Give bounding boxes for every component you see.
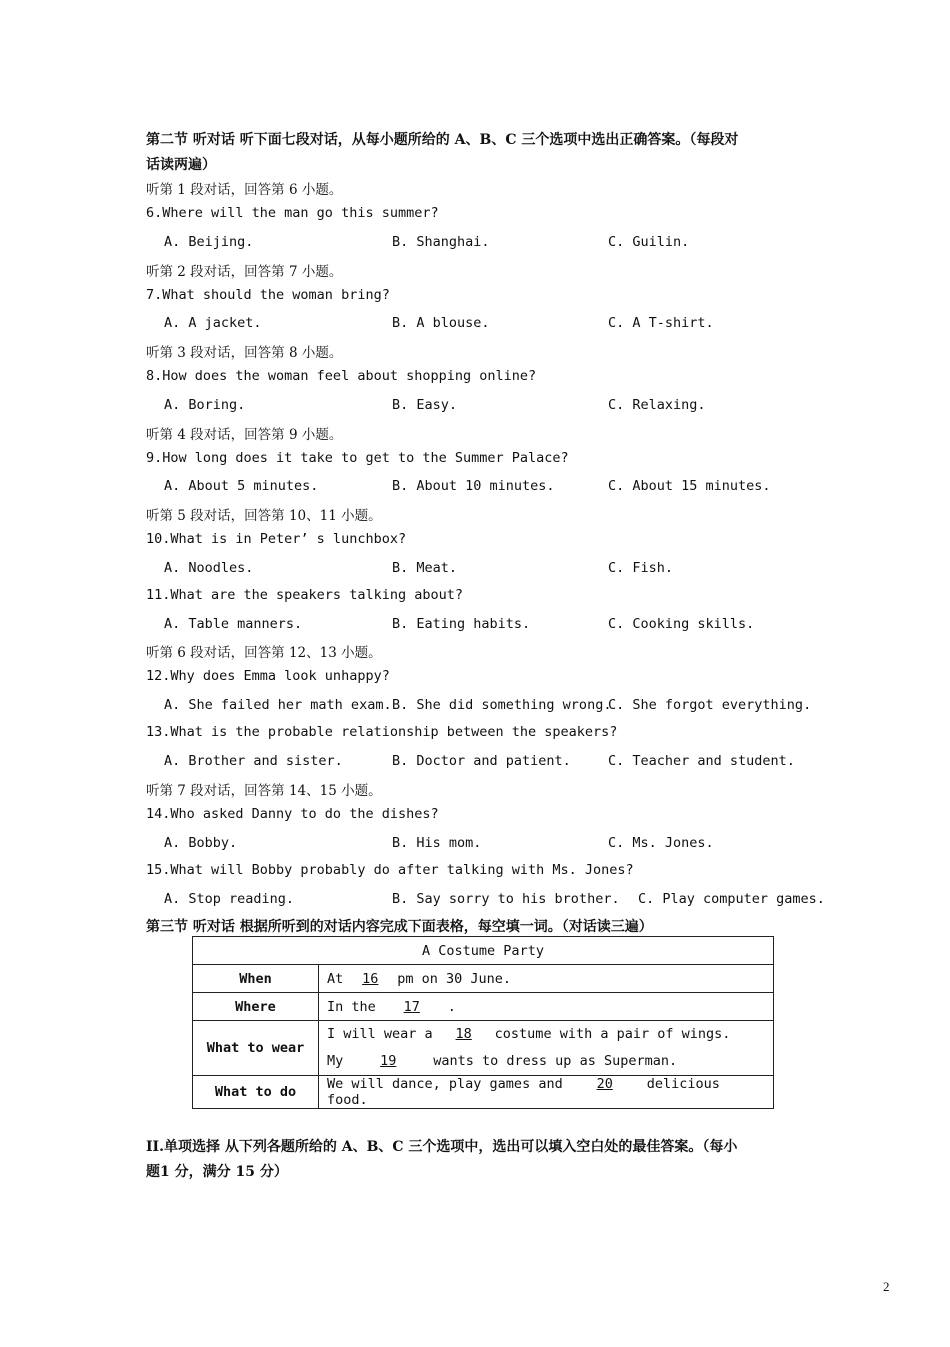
option-b: B. Meat. [392, 560, 458, 576]
option-b: B. His mom. [392, 835, 482, 851]
option-b: B. She did something wrong. [392, 697, 612, 713]
text-post: costume with a pair of wings. [494, 1026, 731, 1042]
table-row [193, 1076, 774, 1109]
text-post: wants to dress up as Superman. [433, 1053, 678, 1069]
option-b: B. About 10 minutes. [392, 478, 555, 494]
section3-heading: 第三节 听对话 根据所听到的对话内容完成下面表格，每空填一词。（对话读三遍） [146, 919, 653, 935]
blank-16: 16 [362, 970, 379, 987]
row-content [319, 1021, 774, 1076]
row-label: What to do [193, 1076, 319, 1109]
option-b: B. A blouse. [392, 315, 490, 331]
part2-heading-line2: 题1 分，满分 15 分） [146, 1164, 288, 1180]
dialogue-intro: 听第 5 段对话，回答第 10、11 小题。 [146, 508, 382, 524]
dialogue-intro: 听第 2 段对话，回答第 7 小题。 [146, 264, 343, 280]
row-label: When [193, 965, 319, 993]
text-pre: We will dance, play games and [327, 1076, 563, 1092]
option-a: A. Stop reading. [164, 891, 295, 907]
option-c: C. She forgot everything. [608, 697, 812, 713]
option-c: C. Guilin. [608, 234, 690, 250]
text-post: pm on 30 June. [397, 970, 512, 987]
question-stem: 10.What is in Peter’ s lunchbox? [146, 531, 407, 547]
text-post: delicious food. [327, 1076, 720, 1108]
text-pre: At [327, 970, 344, 987]
option-c: C. Play computer games. [638, 891, 825, 907]
text-pre: My [327, 1053, 344, 1069]
costume-party-table [192, 936, 774, 1109]
row-content [319, 993, 774, 1021]
option-c: C. Relaxing. [608, 397, 706, 413]
option-b: B. Easy. [392, 397, 458, 413]
option-a: A. Beijing. [164, 234, 254, 250]
question-stem: 13.What is the probable relationship between the speakers? [146, 724, 618, 740]
row-content [319, 1076, 774, 1109]
option-c: C. Fish. [608, 560, 674, 576]
option-a: A. Noodles. [164, 560, 254, 576]
part2-heading-line1: II.单项选择 从下列各题所给的 A、B、C 三个选项中，选出可以填入空白处的最佳答案。（每小 [146, 1139, 738, 1155]
option-c: C. Cooking skills. [608, 616, 755, 632]
text-pre: In the [327, 998, 376, 1015]
row-label: Where [193, 993, 319, 1021]
option-c: C. Teacher and student. [608, 753, 795, 769]
dialogue-intro: 听第 6 段对话，回答第 12、13 小题。 [146, 645, 382, 661]
blank-19: 19 [380, 1053, 397, 1069]
blank-18: 18 [455, 1026, 472, 1042]
option-a: A. About 5 minutes. [164, 478, 319, 494]
question-stem: 6.Where will the man go this summer? [146, 205, 439, 221]
row-content [319, 965, 774, 993]
option-b: B. Doctor and patient. [392, 753, 571, 769]
option-a: A. Bobby. [164, 835, 238, 851]
table-row [193, 965, 774, 993]
question-stem: 9.How long does it take to get to the Summer Palace? [146, 450, 569, 466]
blank-20: 20 [596, 1076, 613, 1092]
section2-heading-line2: 话读两遍） [146, 157, 216, 173]
option-a: A. Table manners. [164, 616, 303, 632]
question-stem: 8.How does the woman feel about shopping online? [146, 368, 537, 384]
table-row [193, 993, 774, 1021]
question-stem: 11.What are the speakers talking about? [146, 587, 463, 603]
dialogue-intro: 听第 3 段对话，回答第 8 小题。 [146, 345, 343, 361]
question-stem: 12.Why does Emma look unhappy? [146, 668, 390, 684]
text-post: . [447, 998, 456, 1015]
dialogue-intro: 听第 7 段对话，回答第 14、15 小题。 [146, 783, 382, 799]
section2-heading-line1: 第二节 听对话 听下面七段对话，从每小题所给的 A、B、C 三个选项中选出正确答案。（每段对 [146, 132, 739, 148]
question-stem: 7.What should the woman bring? [146, 287, 390, 303]
option-c: C. A T-shirt. [608, 315, 714, 331]
row-label: What to wear [193, 1021, 319, 1076]
question-stem: 15.What will Bobby probably do after talking with Ms. Jones? [146, 862, 634, 878]
text-pre: I will wear a [327, 1026, 433, 1042]
option-a: A. A jacket. [164, 315, 262, 331]
option-b: B. Shanghai. [392, 234, 490, 250]
option-c: C. Ms. Jones. [608, 835, 714, 851]
option-a: A. Boring. [164, 397, 246, 413]
table-title: A Costume Party [193, 937, 774, 965]
option-c: C. About 15 minutes. [608, 478, 771, 494]
option-b: B. Say sorry to his brother. [392, 891, 620, 907]
blank-17: 17 [403, 998, 420, 1015]
dialogue-intro: 听第 1 段对话，回答第 6 小题。 [146, 182, 343, 198]
option-b: B. Eating habits. [392, 616, 531, 632]
page-number: 2 [883, 1279, 890, 1294]
question-stem: 14.Who asked Danny to do the dishes? [146, 806, 439, 822]
table-row [193, 1021, 774, 1076]
option-a: A. Brother and sister. [164, 753, 343, 769]
dialogue-intro: 听第 4 段对话，回答第 9 小题。 [146, 427, 343, 443]
option-a: A. She failed her math exam. [164, 697, 392, 713]
